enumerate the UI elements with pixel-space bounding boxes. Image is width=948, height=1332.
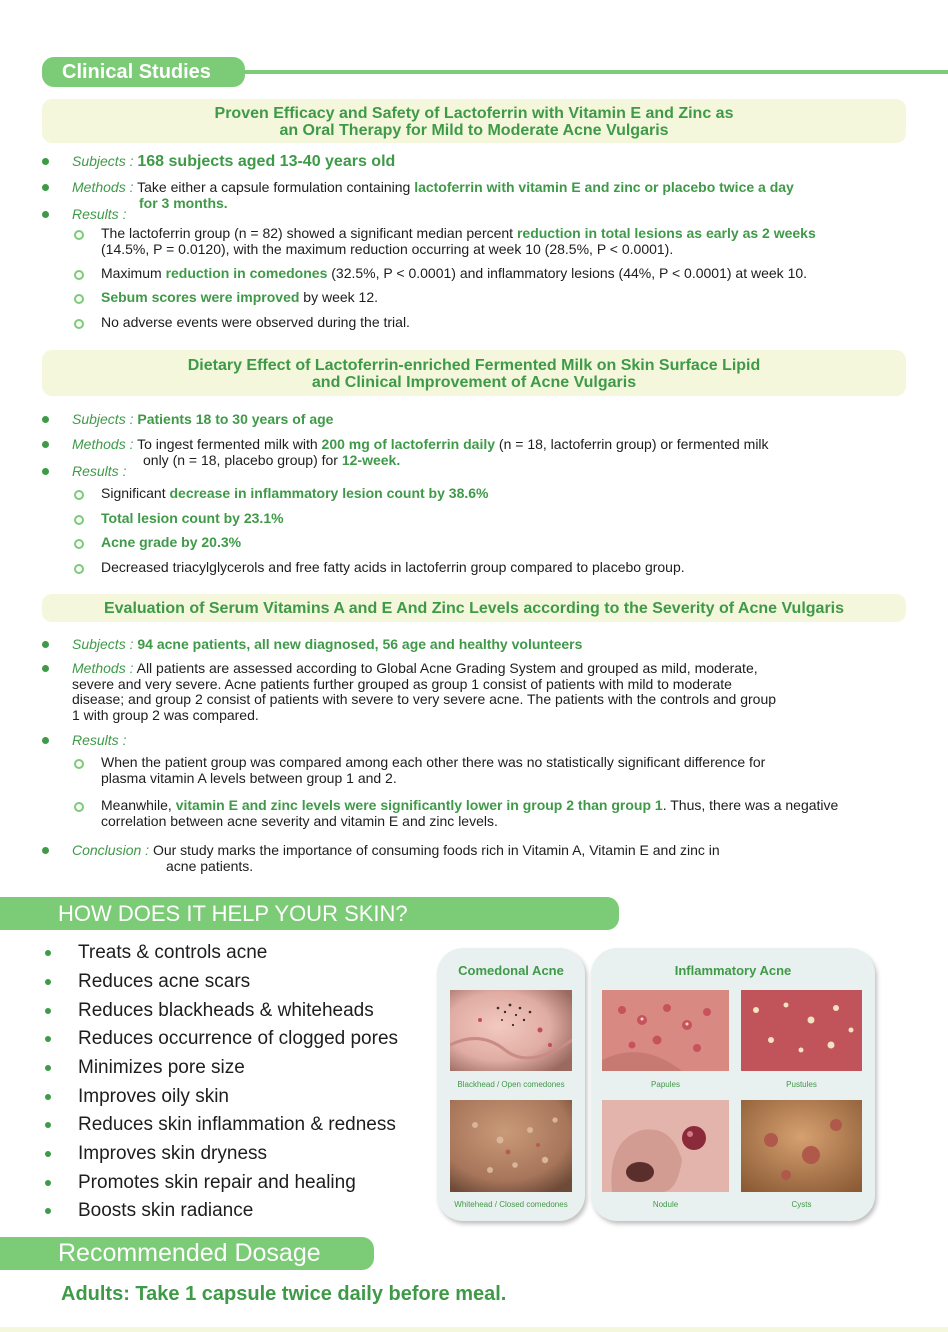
benefit-text: Improves oily skin [78, 1086, 229, 1107]
bullet [45, 950, 51, 956]
result-text-2: (32.5%, P < 0.0001) and inflammatory lesions (44%, P < 0.0001) at week 10. [327, 265, 808, 281]
nodule-photo [602, 1100, 729, 1192]
benefit-text: Reduces occurrence of clogged pores [78, 1028, 399, 1049]
methods-text-3: only (n = 18, placebo group) for [143, 451, 342, 468]
methods-line-4: 1 with group 2 was compared. [72, 706, 259, 723]
methods-line-1: All patients are assessed according to Global Acne Grading System and grouped as mild, moderate, [136, 660, 758, 676]
result-text-2: by week 12. [299, 289, 379, 305]
inflammatory-acne-title: Inflammatory Acne [674, 963, 792, 978]
subjects-value: 94 acne patients, all new diagnosed, 56 age and healthy volunteers [137, 636, 583, 652]
result-line-2: plasma vitamin A levels between group 1 and 2. [101, 769, 397, 786]
methods-label: Methods : [72, 660, 134, 676]
study-1-title-line1: Proven Efficacy and Safety of Lactoferrin with Vitamin E and Zinc as [214, 105, 734, 122]
bullet [42, 847, 49, 854]
subjects-label: Subjects : [72, 636, 134, 652]
conclusion-label: Conclusion : [72, 842, 150, 858]
result-highlight: Sebum scores were improved [101, 289, 300, 305]
sub-bullet [74, 319, 84, 329]
methods-label: Methods : [72, 436, 134, 452]
subjects-label: Subjects : [72, 153, 134, 169]
bullet [42, 184, 49, 191]
benefit-text: Minimizes pore size [78, 1057, 245, 1078]
bullet [45, 1180, 51, 1186]
bottom-strip [0, 1327, 948, 1332]
benefit-text: Treats & controls acne [78, 942, 268, 963]
bullet [45, 1151, 51, 1157]
study-3-title [42, 594, 906, 622]
methods-highlight-2: 12-week. [341, 451, 401, 468]
bullet [45, 1094, 51, 1100]
dosage-text: Adults: Take 1 capsule twice daily before meal. [61, 1283, 507, 1305]
bullet [42, 416, 49, 423]
bullet [45, 1208, 51, 1214]
results-label: Results : [72, 206, 127, 222]
comedonal-acne-card [437, 948, 585, 1221]
study-1-title-line2: an Oral Therapy for Mild to Moderate Acne Vulgaris [279, 122, 669, 139]
result-highlight: decrease in inflammatory lesion count by 38.6% [169, 485, 489, 501]
study-2-title-line2: and Clinical Improvement of Acne Vulgaris [311, 374, 637, 391]
result-text-2: . Thus, there was a negative [662, 797, 839, 813]
pustules-photo [741, 990, 862, 1071]
result-text: Maximum [101, 265, 166, 281]
conclusion-line-2: acne patients. [166, 857, 254, 874]
result-text: The lactoferrin group (n = 82) showed a significant median percent [101, 225, 517, 241]
sub-bullet [74, 564, 84, 574]
benefit-text: Improves skin dryness [78, 1143, 268, 1164]
study-2-title-line1: Dietary Effect of Lactoferrin-enriched Fermented Milk on Skin Surface Lipid [187, 357, 761, 374]
result-highlight: vitamin E and zinc levels were significantly lower in group 2 than group 1 [175, 797, 663, 813]
sub-bullet [74, 759, 84, 769]
conclusion-line-1: Our study marks the importance of consuming foods rich in Vitamin A, Vitamin E and zinc in [152, 842, 720, 858]
methods-line-2: severe and very severe. Acne patients further grouped as group 1 consist of patients with mild to moderate [72, 675, 732, 692]
bullet [42, 441, 49, 448]
whitehead-caption: Whitehead / Closed comedones [454, 1200, 568, 1209]
result-highlight: reduction in total lesions as early as 2 weeks [516, 225, 816, 241]
papules-photo [602, 990, 729, 1071]
section-title: Clinical Studies [42, 57, 245, 87]
benefit-text: Reduces acne scars [78, 971, 251, 992]
methods-line-3: disease; and group 2 consist of patients with severe to very severe acne. The patients with the controls and group [72, 691, 777, 707]
result-text: Meanwhile, [101, 797, 176, 813]
bullet [45, 1036, 51, 1042]
help-section-title: HOW DOES IT HELP YOUR SKIN? [0, 897, 619, 930]
result-highlight: Acne grade by 20.3% [101, 534, 242, 550]
bullet [45, 1008, 51, 1014]
cysts-photo [741, 1100, 862, 1192]
result-highlight: Total lesion count by 23.1% [101, 510, 284, 526]
study-3-title-line1: Evaluation of Serum Vitamins A and E And Zinc Levels according to the Severity of Acne Vulgaris [103, 600, 845, 617]
result-highlight: reduction in comedones [165, 265, 328, 281]
methods-label: Methods : [72, 179, 134, 195]
result-text-2: (14.5%, P = 0.0120), with the maximum reduction occurring at week 10 (28.5%, P < 0.0001). [101, 240, 674, 257]
benefit-text: Promotes skin repair and healing [78, 1172, 356, 1193]
sub-bullet [74, 230, 84, 240]
methods-text-2: (n = 18, lactoferrin group) or fermented milk [495, 436, 769, 452]
comedonal-acne-title: Comedonal Acne [458, 963, 564, 978]
bullet [45, 1065, 51, 1071]
sub-bullet [74, 270, 84, 280]
bullet [42, 211, 49, 218]
study-2-title [42, 350, 906, 396]
dosage-title: Recommended Dosage [0, 1237, 374, 1270]
nodule-caption: Nodule [652, 1200, 679, 1209]
methods-text: Take either a capsule formulation containing [137, 179, 415, 195]
result-line-2: correlation between acne severity and vitamin E and zinc levels. [101, 812, 498, 829]
bullet [42, 641, 49, 648]
methods-highlight: 200 mg of lactoferrin daily [321, 436, 496, 452]
blackhead-photo [450, 990, 572, 1071]
sub-bullet [74, 490, 84, 500]
bullet [42, 665, 49, 672]
bullet [42, 158, 49, 165]
result-line-1: When the patient group was compared among each other there was no statistically significant difference for [101, 754, 766, 770]
sub-bullet [74, 539, 84, 549]
results-label: Results : [72, 732, 127, 748]
methods-text: To ingest fermented milk with [137, 436, 322, 452]
methods-highlight-2: for 3 months. [139, 194, 228, 211]
methods-highlight: lactoferrin with vitamin E and zinc or placebo twice a day [414, 179, 794, 195]
inflammatory-acne-card [591, 948, 875, 1221]
bullet [42, 737, 49, 744]
benefit-text: Reduces skin inflammation & redness [78, 1114, 396, 1135]
whitehead-photo [450, 1100, 572, 1192]
sub-bullet [74, 802, 84, 812]
benefit-text: Boosts skin radiance [78, 1200, 254, 1221]
sub-bullet [74, 294, 84, 304]
result-text: Decreased triacylglycerols and free fatty acids in lactoferrin group compared to placebo group. [101, 559, 685, 575]
blackhead-caption: Blackhead / Open comedones [457, 1080, 565, 1089]
pustules-caption: Pustules [786, 1080, 817, 1089]
subjects-value: 168 subjects aged 13-40 years old [137, 153, 396, 170]
header-rule [242, 70, 948, 74]
bullet [45, 1122, 51, 1128]
results-label: Results : [72, 463, 127, 479]
bullet [42, 468, 49, 475]
clinical-studies-header [42, 57, 948, 87]
subjects-value: Patients 18 to 30 years of age [137, 411, 334, 427]
bullet [45, 979, 51, 985]
result-text: No adverse events were observed during the trial. [101, 314, 410, 330]
benefit-text: Reduces blackheads & whiteheads [78, 1000, 374, 1021]
sub-bullet [74, 515, 84, 525]
result-text: Significant [101, 485, 170, 501]
subjects-label: Subjects : [72, 411, 134, 427]
cysts-caption: Cysts [791, 1200, 812, 1209]
study-1-title [42, 99, 906, 143]
papules-caption: Papules [651, 1080, 680, 1089]
